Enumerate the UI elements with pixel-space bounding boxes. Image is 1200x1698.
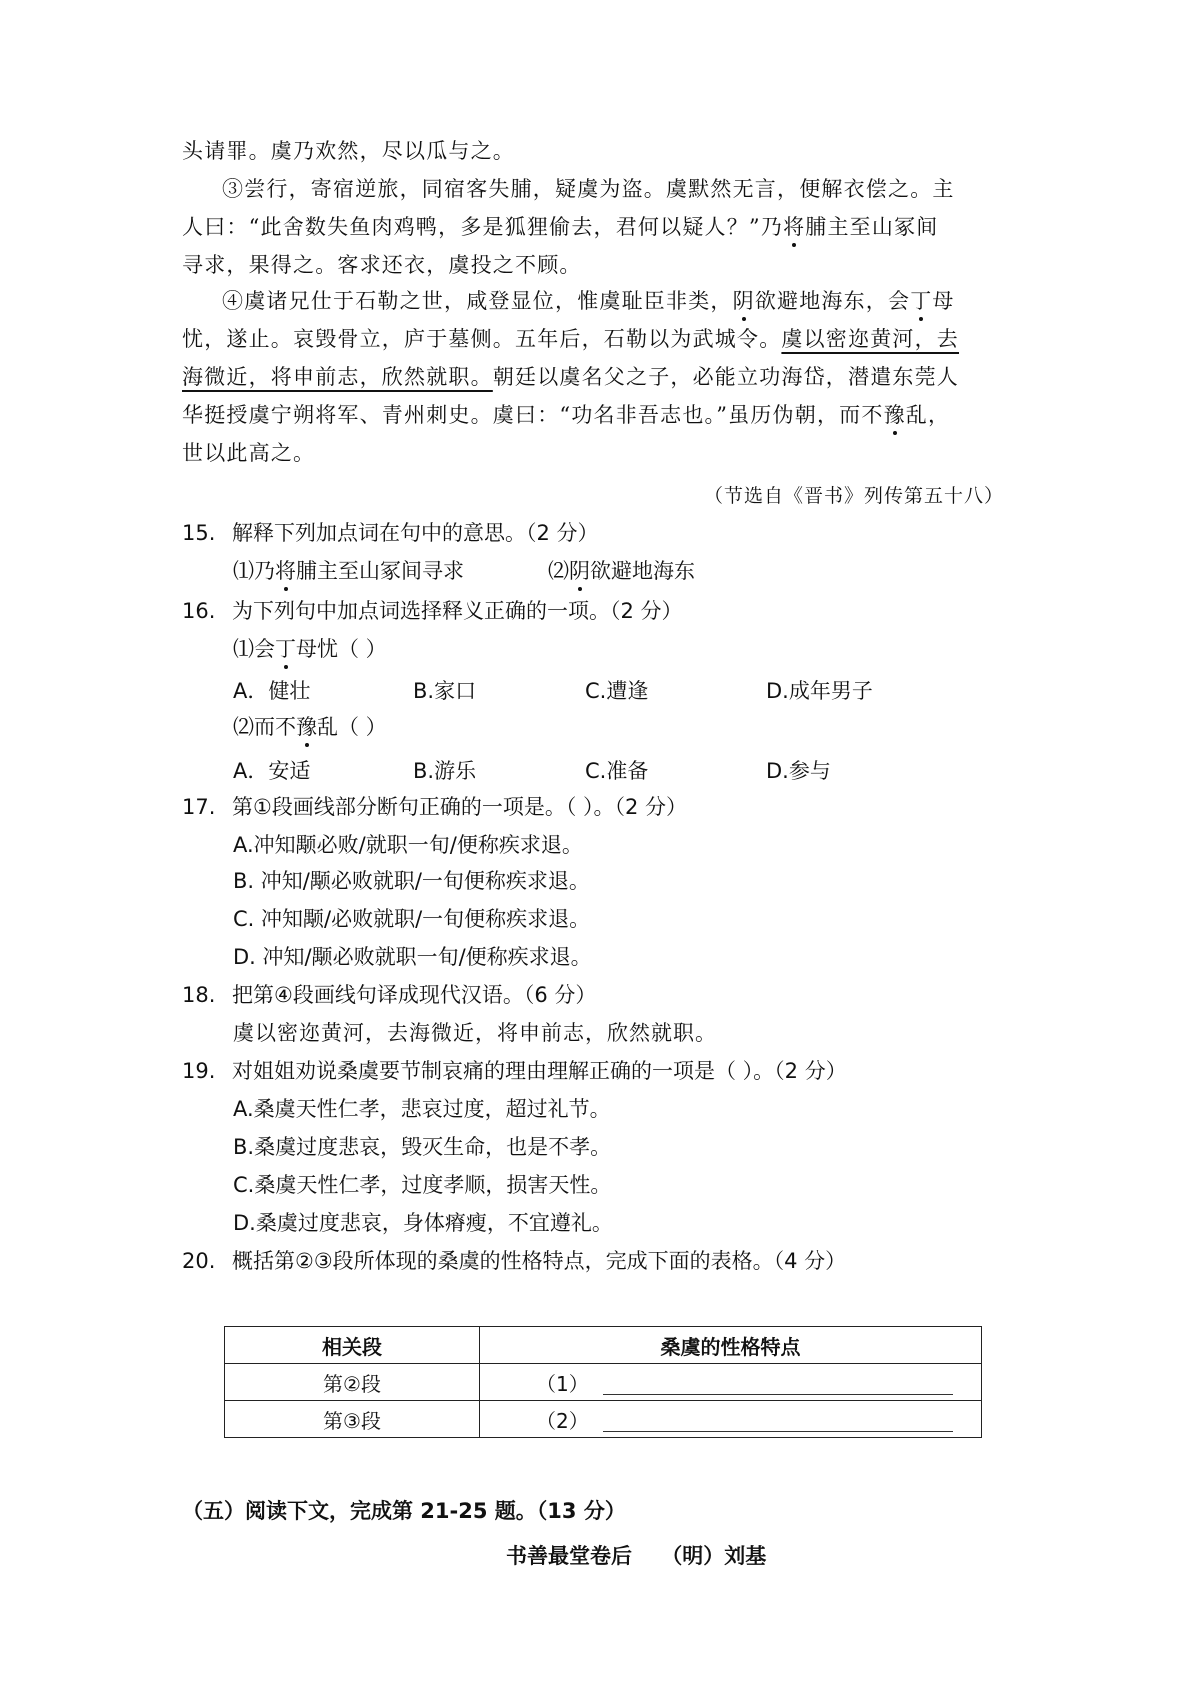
blank-label: （1） bbox=[536, 1371, 589, 1396]
section-heading: （五）阅读下文，完成第 21-25 题。（13 分） bbox=[182, 1499, 626, 1523]
passage-line bbox=[222, 286, 1030, 316]
passage-text: 脯主至山冢间 bbox=[805, 215, 939, 239]
q19-option-c: C.桑虞天性仁孝，过度孝顺，损害天性。 bbox=[233, 1173, 612, 1197]
passage-text: ④虞诸兄仕于石勒之世，咸登显位，惟虞耻臣非类， bbox=[222, 289, 733, 313]
passage-text: 世以此高之。 bbox=[182, 441, 316, 465]
q17-option-c: C. 冲知颙/必败就职/一旬便称疾求退。 bbox=[233, 907, 591, 931]
underlined-sentence: 海微近，将申前志，欣然就职。 bbox=[182, 365, 493, 389]
dotted-word: 将 bbox=[783, 212, 805, 242]
passage-text: 朝廷以虞名父之子，必能立功海岱，潜遣东莞人 bbox=[492, 365, 960, 389]
question-20 bbox=[182, 1246, 846, 1276]
passage-text: 寻求，果得之。客求还衣，虞投之不顾。 bbox=[182, 253, 582, 277]
passage-text: 头请罪。虞乃欢然，尽以瓜与之。 bbox=[182, 139, 515, 163]
q16-option-c: C.遭逢 bbox=[585, 679, 649, 703]
blank-label: （2） bbox=[536, 1408, 589, 1433]
item-text: ⑴会 bbox=[233, 637, 275, 661]
q17-option-b: B. 冲知/颙必败就职/一旬便称疾求退。 bbox=[233, 869, 590, 893]
underlined-sentence: 虞以密迩黄河，去 bbox=[781, 327, 960, 351]
passage-line bbox=[182, 400, 1030, 430]
question-number: 17. bbox=[182, 795, 216, 819]
question-text: 把第④段画线句译成现代汉语。（6 分） bbox=[232, 983, 597, 1007]
passage-text: 人曰：“此舍数失鱼肉鸡鸭，多是狐狸偷去，君何以疑人？”乃 bbox=[182, 215, 784, 239]
question-number: 20. bbox=[182, 1249, 216, 1273]
question-19 bbox=[182, 1056, 847, 1086]
passage-source: （节选自《晋书》列传第五十八） bbox=[703, 485, 1004, 507]
question-18 bbox=[182, 980, 596, 1010]
table-cell-answer[interactable] bbox=[480, 1364, 982, 1401]
q16-option-c: C.准备 bbox=[585, 759, 649, 783]
q15-item-1 bbox=[233, 556, 464, 586]
question-text: 解释下列加点词在句中的意思。（2 分） bbox=[232, 521, 599, 545]
table-header: 相关段 bbox=[225, 1327, 480, 1364]
q16-option-d: D.成年男子 bbox=[766, 679, 873, 703]
question-number: 16. bbox=[182, 599, 216, 623]
table-header-row bbox=[225, 1327, 982, 1364]
dotted-word: 豫 bbox=[884, 400, 906, 430]
table-cell-para: 第②段 bbox=[225, 1364, 480, 1401]
passage-line bbox=[182, 324, 1030, 354]
q16-item-1 bbox=[233, 634, 387, 664]
passage-text: 乱， bbox=[905, 403, 951, 427]
question-17 bbox=[182, 792, 687, 822]
passage-line bbox=[182, 362, 1030, 392]
passage-line bbox=[182, 438, 1030, 468]
question-text: 概括第②③段所体现的桑虞的性格特点，完成下面的表格。（4 分） bbox=[232, 1249, 847, 1273]
q17-option-d: D. 冲知/颙必败就职一旬/便称疾求退。 bbox=[233, 945, 592, 969]
passage-text: 忧，遂止。哀毁骨立，庐于墓侧。五年后，石勒以为武城令。 bbox=[182, 327, 782, 351]
item-text: ⑵ bbox=[548, 559, 569, 583]
q16-option-d: D.参与 bbox=[766, 759, 831, 783]
table-cell-answer[interactable] bbox=[480, 1401, 982, 1438]
question-16 bbox=[182, 596, 683, 626]
q19-option-b: B.桑虞过度悲哀，毁灭生命，也是不孝。 bbox=[233, 1135, 612, 1159]
question-number: 18. bbox=[182, 983, 216, 1007]
answer-blank[interactable] bbox=[603, 1376, 953, 1395]
question-15 bbox=[182, 518, 599, 548]
table-header: 桑虞的性格特点 bbox=[480, 1327, 982, 1364]
q19-option-d: D.桑虞过度悲哀，身体瘠瘦，不宜遵礼。 bbox=[233, 1211, 613, 1235]
dotted-word: 将 bbox=[275, 556, 296, 586]
q16-option-a: A．安适 bbox=[233, 759, 311, 783]
q16-option-b: B.家口 bbox=[413, 679, 477, 703]
item-text: ⑴乃 bbox=[233, 559, 275, 583]
q17-option-a: A.冲知颙必败/就职一旬/便称疾求退。 bbox=[233, 833, 583, 857]
dotted-word: 豫 bbox=[296, 712, 317, 742]
question-number: 15. bbox=[182, 521, 216, 545]
question-text: 对姐姐劝说桑虞要节制哀痛的理由理解正确的一项是（ ）。（2 分） bbox=[232, 1059, 847, 1083]
table-row bbox=[225, 1401, 982, 1438]
dotted-word: 丁 bbox=[910, 286, 932, 316]
dotted-word: 丁 bbox=[275, 634, 296, 664]
traits-table bbox=[224, 1326, 982, 1438]
item-text: 乱（ ） bbox=[317, 715, 387, 739]
q19-option-a: A.桑虞天性仁孝，悲哀过度，超过礼节。 bbox=[233, 1097, 611, 1121]
q18-sentence: 虞以密迩黄河，去海微近，将申前志，欣然就职。 bbox=[233, 1021, 717, 1045]
table-row bbox=[225, 1364, 982, 1401]
item-text: 欲避地海东 bbox=[590, 559, 695, 583]
answer-blank[interactable] bbox=[603, 1413, 953, 1432]
passage-text: 母 bbox=[932, 289, 955, 313]
passage-text: 欲避地海东，会 bbox=[754, 289, 911, 313]
item-text: ⑵而不 bbox=[233, 715, 296, 739]
q16-option-b: B.游乐 bbox=[413, 759, 477, 783]
q15-item-2 bbox=[548, 556, 695, 586]
passage-line bbox=[222, 174, 1030, 204]
passage-text: ③尝行，寄宿逆旅，同宿客失脯，疑虞为盗。虞默然无言，便解衣偿之。主 bbox=[222, 177, 955, 201]
question-text: 第①段画线部分断句正确的一项是。（ ）。（2 分） bbox=[232, 795, 688, 819]
question-text: 为下列句中加点词选择释义正确的一项。（2 分） bbox=[232, 599, 683, 623]
passage-line bbox=[182, 136, 1030, 166]
question-number: 19. bbox=[182, 1059, 216, 1083]
section-title: 书善最堂卷后 （明）刘基 bbox=[506, 1544, 767, 1568]
q16-item-2 bbox=[233, 712, 387, 742]
passage-line bbox=[182, 250, 1030, 280]
table-cell-para: 第③段 bbox=[225, 1401, 480, 1438]
item-text: 母忧（ ） bbox=[296, 637, 387, 661]
item-text: 脯主至山冢间寻求 bbox=[296, 559, 464, 583]
dotted-word: 阴 bbox=[569, 556, 590, 586]
passage-text: 华挺授虞宁朔将军、青州刺史。虞曰：“功名非吾志也。”虽历伪朝，而不 bbox=[182, 403, 884, 427]
q16-option-a: A．健壮 bbox=[233, 679, 311, 703]
dotted-word: 阴 bbox=[733, 286, 755, 316]
passage-line bbox=[182, 212, 1030, 242]
